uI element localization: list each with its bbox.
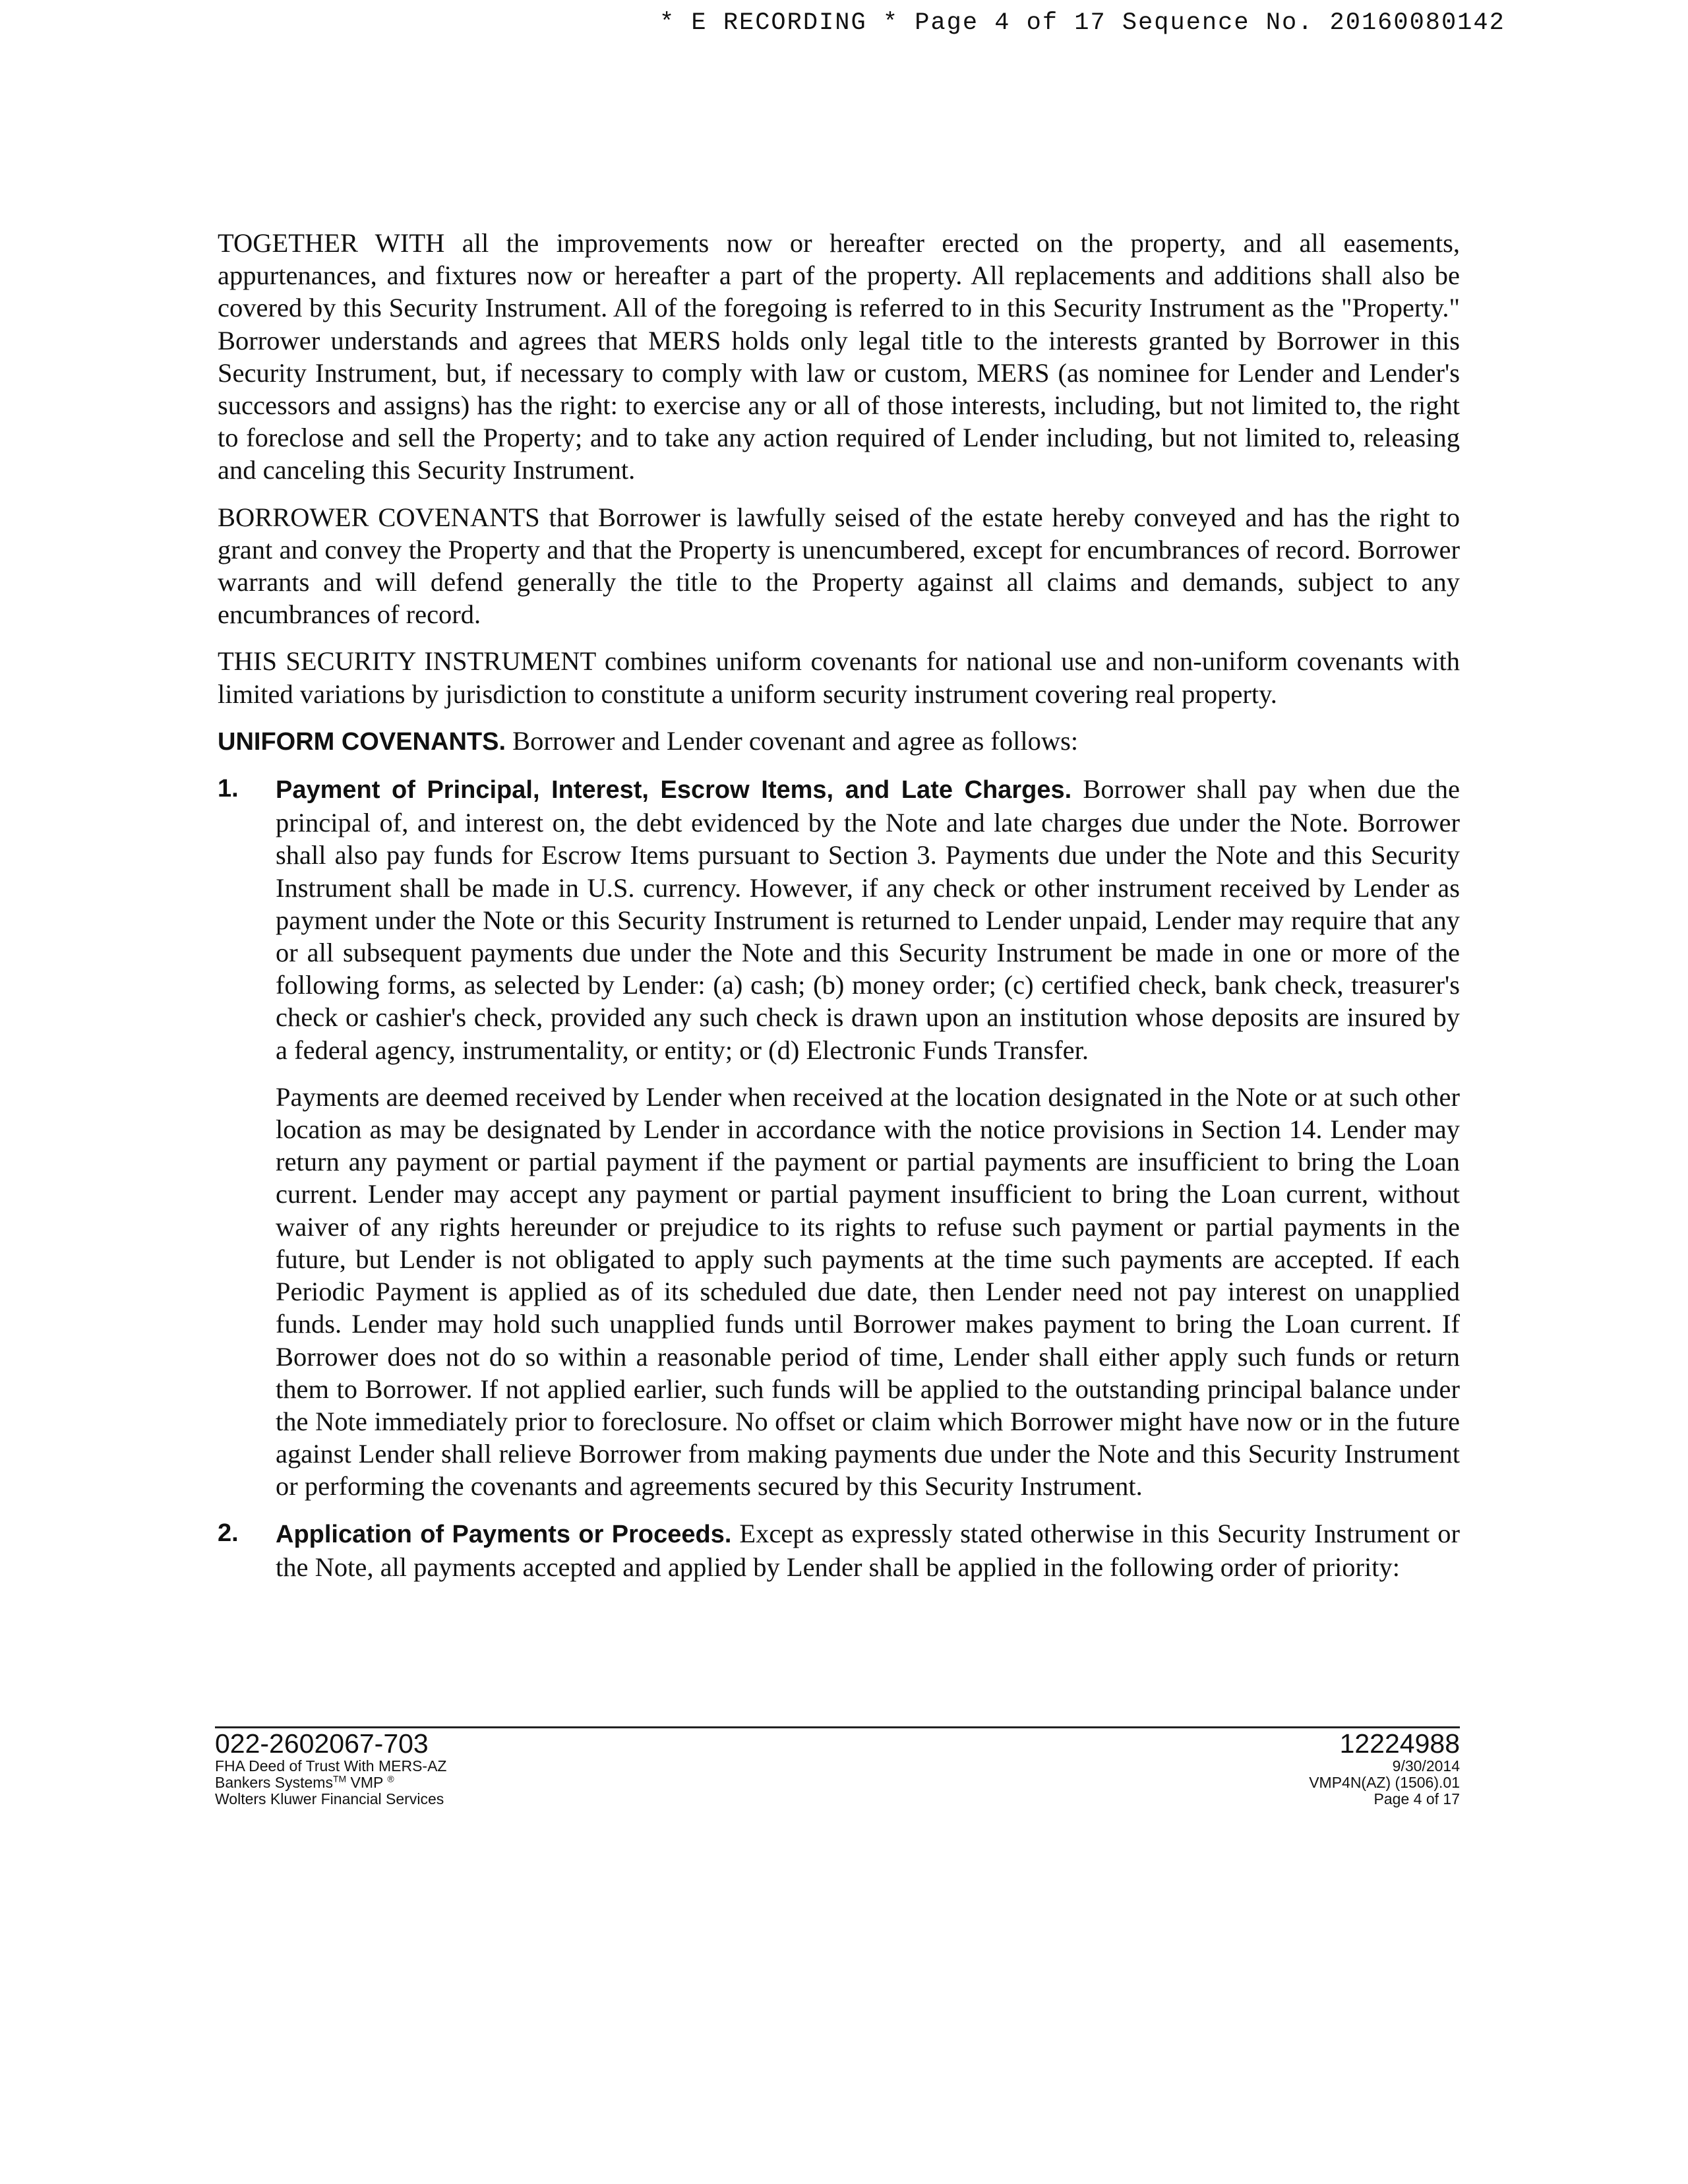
form-date: 9/30/2014 (1392, 1757, 1460, 1774)
registered-mark: ® (387, 1773, 394, 1784)
security-instrument-paragraph: THIS SECURITY INSTRUMENT combines uniform covenants for national use and non-uniform covenants with limited variations by jurisdiction to constitute a uniform security instrument covering real property. (218, 646, 1460, 709)
covenant-item-2-number: 2. (218, 1519, 239, 1547)
trademark-mark: TM (332, 1773, 347, 1784)
wolters-kluwer-line: Wolters Kluwer Financial Services (215, 1790, 444, 1807)
covenant-item-1-number: 1. (218, 775, 239, 803)
covenant-item-2-text: Except as expressly stated otherwise in this Security Instrument or the Note, all payments accepted and applied by Lender shall be applied in the following order of priority: (276, 1518, 1460, 1582)
covenant-item-2 (218, 1517, 1460, 1583)
form-name: FHA Deed of Trust With MERS-AZ (215, 1757, 447, 1774)
loan-number: 022-2602067-703 (215, 1728, 429, 1759)
covenant-item-1-title: Payment of Principal, Interest, Escrow Items, and Late Charges. (276, 776, 1072, 804)
covenant-item-1-text: Borrower shall pay when due the principal of, and interest on, the debt evidenced by the Note and late charges due under the Note. Borrower shall also pay funds for Escrow Items pursuant to Section 3. Payments due under the Note and this Security Instrument shall be made in U.S. currency. However, if any check or other instrument received by Lender as payment under the Note or this Security Instrument is returned to Lender unpaid, Lender may require that any or all subsequent payments due under the Note and this Security Instrument be made in one or more of the following forms, as selected by Lender: (a) cash; (b) money order; (c) certified check, bank check, treasurer's check or cashier's check, provided any such check is drawn upon an institution whose deposits are insured by a federal agency, instrumentality, or entity; or (d) Electronic Funds Transfer. (276, 774, 1460, 1065)
uniform-covenants-heading: UNIFORM COVENANTS. (218, 727, 506, 756)
covenant-item-1 (218, 773, 1460, 1502)
form-code: VMP4N(AZ) (1506).01 (1309, 1774, 1460, 1791)
recording-header: * E RECORDING * Page 4 of 17 Sequence No. 20160080142 (659, 9, 1505, 37)
uniform-covenants-paragraph (218, 725, 1460, 758)
page-number: Page 4 of 17 (1373, 1790, 1460, 1807)
vmp-text: VMP (346, 1774, 388, 1791)
bankers-systems-text: Bankers Systems (215, 1774, 333, 1791)
document-number: 12224988 (1339, 1728, 1460, 1759)
document-body (218, 227, 1460, 1598)
borrower-covenants-paragraph: BORROWER COVENANTS that Borrower is lawfully seised of the estate hereby conveyed and has the right to grant and convey the Property and that the Property is unencumbered, except for encumbrances of record. Borrower warrants and will defend generally the title to the Property against all claims and demands, subject to any encumbrances of record. (218, 502, 1460, 630)
covenant-item-1-paragraph (276, 773, 1460, 1066)
covenant-item-1-paragraph-2: Payments are deemed received by Lender when received at the location designated in the Note or at such other location as may be designated by Lender in accordance with the notice provisions in Section 14. Lender may return any payment or partial payment if the payment or partial payments are insufficient to bring the Loan current. Lender may accept any payment or partial payment insufficient to bring the Loan current, without waiver of any rights hereunder or prejudice to its rights to refuse such payment or partial payments in the future, but Lender is not obligated to apply such payments at the time such payments are accepted. If each Periodic Payment is applied as of its scheduled due date, then Lender need not pay interest on unapplied funds. Lender may hold such unapplied funds until Borrower makes payment to bring the Loan current. If Borrower does not do so within a reasonable period of time, Lender shall either apply such funds or return them to Borrower. If not applied earlier, such funds will be applied to the outstanding principal balance under the Note immediately prior to foreclosure. No offset or claim which Borrower might have now or in the future against Lender shall relieve Borrower from making payments due under the Note and this Security Instrument or performing the covenants and agreements secured by this Security Instrument. (276, 1081, 1460, 1502)
footer-left (215, 1729, 446, 1807)
bankers-systems-line (215, 1774, 446, 1791)
footer-right (1309, 1729, 1460, 1807)
together-with-paragraph: TOGETHER WITH all the improvements now or hereafter erected on the property, and all easements, appurtenances, and fixtures now or hereafter a part of the property. All replacements and additions shall also be covered by this Security Instrument. All of the foregoing is referred to in this Security Instrument as the "Property." Borrower understands and agrees that MERS holds only legal title to the interests granted by Borrower in this Security Instrument, but, if necessary to comply with law or custom, MERS (as nominee for Lender and Lender's successors and assigns) has the right: to exercise any or all of those interests, including, but not limited to, the right to foreclose and sell the Property; and to take any action required of Lender including, but not limited to, releasing and canceling this Security Instrument. (218, 228, 1460, 485)
uniform-covenants-text: Borrower and Lender covenant and agree as follows: (506, 725, 1079, 756)
covenant-item-2-title: Application of Payments or Proceeds. (276, 1520, 732, 1548)
covenant-item-2-paragraph (276, 1517, 1460, 1583)
